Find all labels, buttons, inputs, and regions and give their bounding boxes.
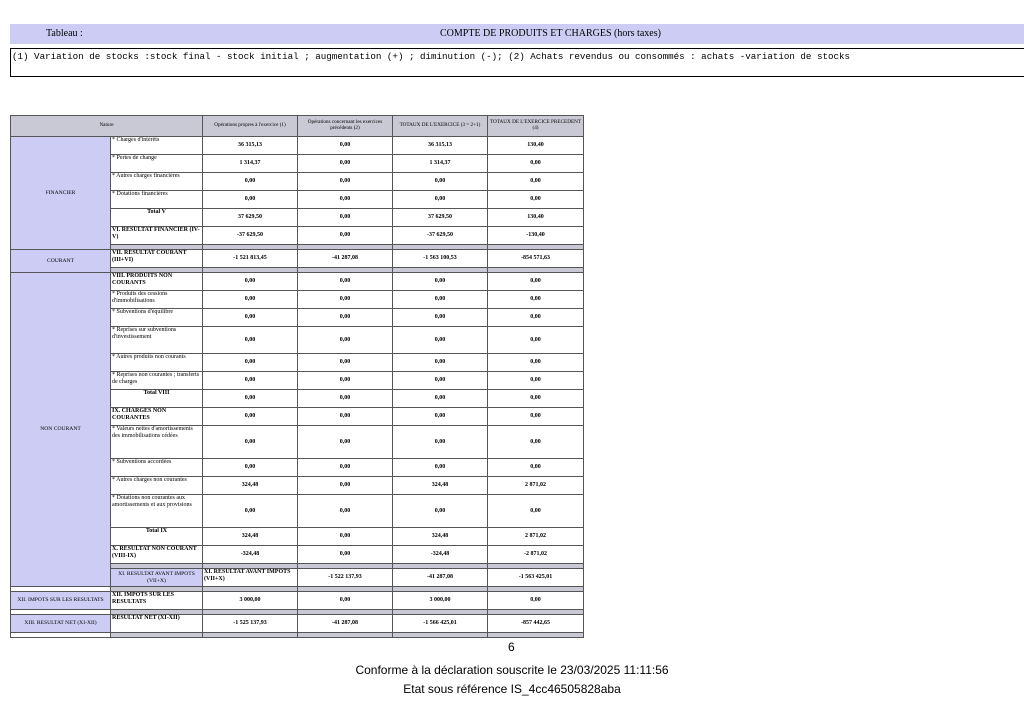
cell-value: 0,00 xyxy=(298,273,393,291)
header-col4: TOTAUX DE L'EXERCICE PRECEDENT (4) xyxy=(488,116,584,137)
cell-value: 0,00 xyxy=(393,495,488,528)
cell-value: 0,00 xyxy=(203,495,298,528)
cell-value: 0,00 xyxy=(393,426,488,459)
header-col1: Opérations propres à l'exercice (1) xyxy=(203,116,298,137)
products-charges-table xyxy=(10,115,584,638)
cell-value: 0,00 xyxy=(203,309,298,327)
cell-value: 0,00 xyxy=(488,426,584,459)
cell-value: -37 629,50 xyxy=(393,227,488,245)
row-label: * Charges d'intérêts xyxy=(111,137,203,155)
row-label: * Autres produits non courants xyxy=(111,354,203,372)
table-row xyxy=(11,615,584,633)
row-label: VI. RESULTAT FINANCIER (IV-V) xyxy=(111,227,203,245)
cell-value: 0,00 xyxy=(393,291,488,309)
cell-value: -857 442,65 xyxy=(488,615,584,633)
row-label: * Subventions accordées xyxy=(111,459,203,477)
cell-value: 0,00 xyxy=(393,408,488,426)
cell-value: -1 563 425,01 xyxy=(488,569,584,587)
cell-value: 0,00 xyxy=(488,273,584,291)
cell-value: 0,00 xyxy=(203,173,298,191)
group-net: XIII. RESULTAT NET (XI-XII) xyxy=(11,615,111,633)
cell-value: 0,00 xyxy=(298,137,393,155)
cell-value: 324,48 xyxy=(203,528,298,546)
cell-value: 0,00 xyxy=(203,354,298,372)
cell-value: -41 287,08 xyxy=(393,569,488,587)
row-label: * Reprises non courantes ; transferts de charges xyxy=(111,372,203,390)
cell-value: -37 629,50 xyxy=(203,227,298,245)
cell-value: 36 315,13 xyxy=(203,137,298,155)
cell-value: 0,00 xyxy=(393,372,488,390)
cell-value: 130,40 xyxy=(488,209,584,227)
row-label: XII. IMPOTS SUR LES RESULTATS xyxy=(111,592,203,610)
cell-value: -41 287,08 xyxy=(298,615,393,633)
cell-value: -1 521 813,45 xyxy=(203,250,298,268)
header-col2: Opérations concernant les exercices précédents (2) xyxy=(298,116,393,137)
cell-value: 0,00 xyxy=(298,309,393,327)
row-label: * Valeurs nettes d'amortissements des immobilisations cédées xyxy=(111,426,203,459)
cell-value: 0,00 xyxy=(488,459,584,477)
header-nature: Nature xyxy=(11,116,203,137)
cell-value: 0,00 xyxy=(393,327,488,354)
tableau-label: Tableau : xyxy=(46,28,83,39)
row-label: * Produits des cessions d'immobilisations xyxy=(111,291,203,309)
cell-value: 0,00 xyxy=(298,327,393,354)
page-title: COMPTE DE PRODUITS ET CHARGES (hors taxes) xyxy=(440,28,661,39)
cell-value: 324,48 xyxy=(393,477,488,495)
cell-value: -1 563 100,53 xyxy=(393,250,488,268)
cell-value: 0,00 xyxy=(488,408,584,426)
row-label: X. RESULTAT NON COURANT (VIII-IX) xyxy=(111,546,203,564)
cell-value: 0,00 xyxy=(393,273,488,291)
cell-value: 0,00 xyxy=(488,390,584,408)
cell-value: -1 525 137,93 xyxy=(203,615,298,633)
cell-value: 130,40 xyxy=(488,137,584,155)
cell-value: 0,00 xyxy=(488,354,584,372)
row-label: VII. RESULTAT COURANT (III+VI) xyxy=(111,250,203,268)
cell-value: 0,00 xyxy=(203,426,298,459)
row-label: RESULTAT NET (XI-XII) xyxy=(111,615,203,633)
reference-line: Etat sous référence IS_4cc46505828aba xyxy=(403,682,621,696)
cell-value: 2 871,02 xyxy=(488,477,584,495)
cell-value: 0,00 xyxy=(298,426,393,459)
row-label: * Pertes de change xyxy=(111,155,203,173)
cell-value: 0,00 xyxy=(298,477,393,495)
table-header-row xyxy=(11,116,584,137)
cell-value: 0,00 xyxy=(393,459,488,477)
header-band xyxy=(10,24,1024,44)
separator-row xyxy=(11,633,584,638)
table-row xyxy=(11,592,584,610)
cell-value: 0,00 xyxy=(488,327,584,354)
cell-value: -324,48 xyxy=(393,546,488,564)
cell-value: -2 871,02 xyxy=(488,546,584,564)
cell-value: 0,00 xyxy=(393,354,488,372)
cell-value: 0,00 xyxy=(203,291,298,309)
group-avant-impots: XI. RESULTAT AVANT IMPOTS (VII+X) xyxy=(111,569,203,587)
cell-value: 37 629,50 xyxy=(203,209,298,227)
cell-value: 0,00 xyxy=(393,390,488,408)
cell-value: -1 522 137,93 xyxy=(298,569,393,587)
cell-value: 0,00 xyxy=(203,273,298,291)
row-label: Total IX xyxy=(111,528,203,546)
row-label: XI. RESULTAT AVANT IMPOTS (VII+X) xyxy=(203,569,298,587)
group-non-courant: NON COURANT xyxy=(11,273,111,587)
cell-value: 0,00 xyxy=(488,191,584,209)
cell-value: 0,00 xyxy=(203,390,298,408)
cell-value: 0,00 xyxy=(298,372,393,390)
table-row xyxy=(11,250,584,268)
cell-value: 324,48 xyxy=(393,528,488,546)
group-impots: XII. IMPOTS SUR LES RESULTATS xyxy=(11,592,111,610)
cell-value: 0,00 xyxy=(203,327,298,354)
cell-value: 0,00 xyxy=(488,291,584,309)
row-label: * Autres charges non courantes xyxy=(111,477,203,495)
cell-value: 1 314,37 xyxy=(393,155,488,173)
cell-value: 0,00 xyxy=(298,155,393,173)
row-label: * Reprises sur subventions d'investissement xyxy=(111,327,203,354)
cell-value: 0,00 xyxy=(488,173,584,191)
cell-value: 0,00 xyxy=(298,528,393,546)
cell-value: 324,48 xyxy=(203,477,298,495)
cell-value: 2 871,02 xyxy=(488,528,584,546)
cell-value: 0,00 xyxy=(488,592,584,610)
cell-value: 0,00 xyxy=(298,592,393,610)
cell-value: 0,00 xyxy=(298,191,393,209)
cell-value: 0,00 xyxy=(298,291,393,309)
row-label: IX. CHARGES NON COURANTES xyxy=(111,408,203,426)
cell-value: 0,00 xyxy=(393,191,488,209)
group-financier: FINANCIER xyxy=(11,137,111,250)
cell-value: 0,00 xyxy=(203,408,298,426)
cell-value: 0,00 xyxy=(393,173,488,191)
cell-value: 0,00 xyxy=(298,354,393,372)
cell-value: -854 571,63 xyxy=(488,250,584,268)
cell-value: 0,00 xyxy=(298,408,393,426)
conformity-line: Conforme à la déclaration souscrite le 23/03/2025 11:11:56 xyxy=(355,663,669,677)
group-courant: COURANT xyxy=(11,250,111,273)
cell-value: 0,00 xyxy=(488,372,584,390)
cell-value: 0,00 xyxy=(203,372,298,390)
cell-value: 3 000,00 xyxy=(393,592,488,610)
cell-value: 0,00 xyxy=(488,495,584,528)
header-col3: TOTAUX DE L'EXERCICE (3 = 2+1) xyxy=(393,116,488,137)
notes-box: (1) Variation de stocks :stock final - stock initial ; augmentation (+) ; diminution (-); (2) Achats revendus ou consommés : achats -variation de stocks xyxy=(10,48,1024,77)
row-label: VIII. PRODUITS NON COURANTS xyxy=(111,273,203,291)
cell-value: 0,00 xyxy=(203,191,298,209)
cell-value: 36 315,13 xyxy=(393,137,488,155)
cell-value: 1 314,37 xyxy=(203,155,298,173)
cell-value: -41 287,08 xyxy=(298,250,393,268)
page-number: 6 xyxy=(508,640,515,654)
cell-value: 0,00 xyxy=(488,309,584,327)
cell-value: -130,40 xyxy=(488,227,584,245)
cell-value: 0,00 xyxy=(298,546,393,564)
cell-value: 0,00 xyxy=(298,209,393,227)
table-row xyxy=(11,273,584,291)
cell-value: 0,00 xyxy=(393,309,488,327)
cell-value: 0,00 xyxy=(488,155,584,173)
row-label: * Autres charges financières xyxy=(111,173,203,191)
row-label: * Dotations non courantes aux amortissements et aux provisions xyxy=(111,495,203,528)
row-label: * Subventions d'équilibre xyxy=(111,309,203,327)
row-label: * Dotations financières xyxy=(111,191,203,209)
cell-value: 3 000,00 xyxy=(203,592,298,610)
cell-value: 0,00 xyxy=(203,459,298,477)
cell-value: -1 566 425,01 xyxy=(393,615,488,633)
cell-value: 0,00 xyxy=(298,173,393,191)
row-label: Total V xyxy=(111,209,203,227)
cell-value: 0,00 xyxy=(298,390,393,408)
cell-value: -324,48 xyxy=(203,546,298,564)
cell-value: 0,00 xyxy=(298,495,393,528)
table-row xyxy=(11,137,584,155)
row-label: Total VIII xyxy=(111,390,203,408)
cell-value: 37 629,50 xyxy=(393,209,488,227)
cell-value: 0,00 xyxy=(298,227,393,245)
cell-value: 0,00 xyxy=(298,459,393,477)
